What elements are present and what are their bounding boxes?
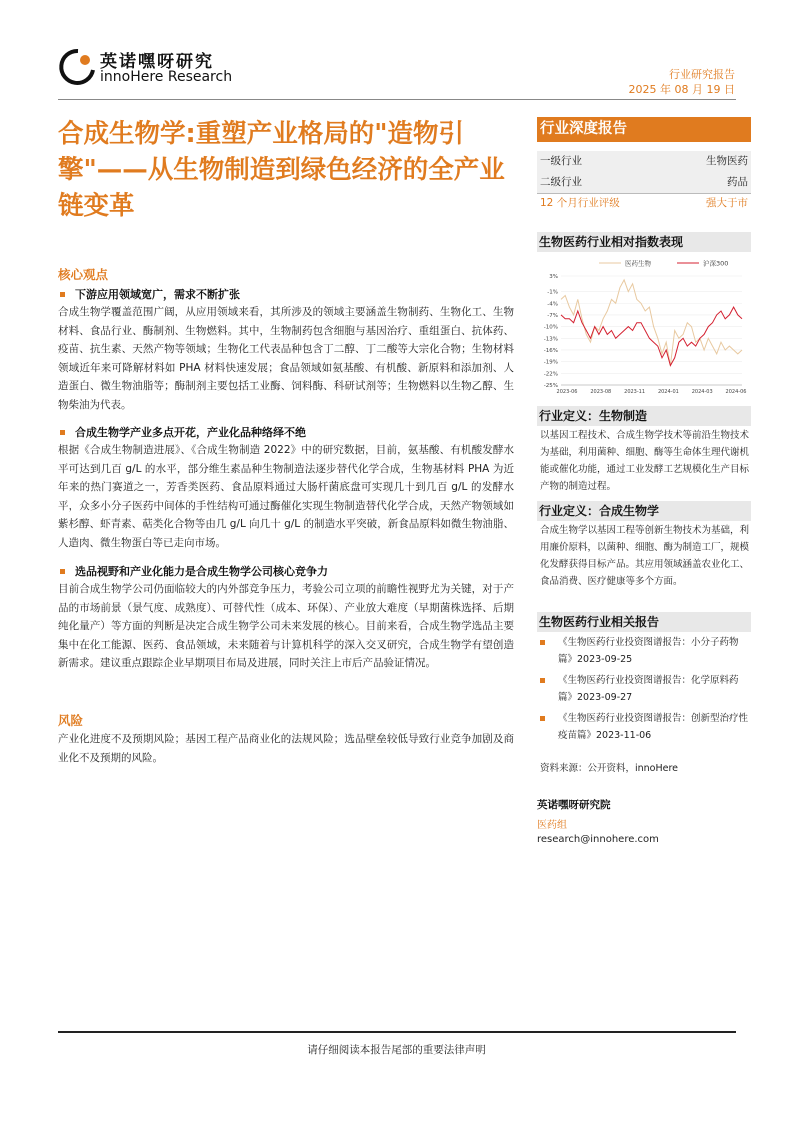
y-tick-label: 3% <box>549 274 558 280</box>
point-3-body: 目前合成生物学公司仍面临较大的内外部竞争压力，考验公司立项的前瞻性视野尤为关键，对于产品的市场前景（景气度、成熟度）、可替代性（成本、环保）、产业放大难度（早期菌株选择、后期纯化量产）等方面的判断是决定合成生物学公司未来发展的核心。目前来看，合成生物学选品主要集中在化工能源、医药、食品领域，未来随着与计算机科学的深入交叉研究，合成生物学有望创造新需求。建议重点跟踪企业早期项目布局及进展，同时关注上市后产品验证情况。 <box>58 583 514 669</box>
definition-synbio-body: 合成生物学以基因工程等创新生物技术为基础，利用廉价原料，以菌种、细胞、酶为制造工厂，规模化发酵获得目标产品。其应用领域涵盖农业化工、食品消费、医疗健康等多个方面。 <box>540 525 750 587</box>
footer-divider <box>58 1031 736 1033</box>
institute-name: 英诺嘿呀研究院 <box>537 799 611 811</box>
point-2-title: 合成生物学产业多点开花，产业化品种络绎不绝 <box>58 424 306 440</box>
legend-label: 医药生物 <box>625 259 651 268</box>
report-type: 行业研究报告 <box>669 68 735 81</box>
contact-email[interactable]: research@innohere.com <box>537 834 659 845</box>
definition-bio-manufacturing-heading: 行业定义：生物制造 <box>537 406 751 426</box>
point-1-body: 合成生物学覆盖范围广阔，从应用领域来看，其所涉及的领域主要涵盖生物制药、生物化工、生物材料、食品行业、酶制剂、生物燃料。其中，生物制药包含细胞与基因治疗、重组蛋白、抗体药、疫苗、抗生素、天然产物等领域；生物化工代表品种包含丁二醇、丁二酸等大宗化合物；生物材料领域近年来可降解材料如 PHA 材料快速发展；食品领域如氨基酸、有机酸、新原料和添加剂、人造蛋白、微生物油脂等；酶制剂主要包括工业酶、饲料酶、科研试剂等；生物燃料以生物乙醇、生物柴油为代表。 <box>58 306 514 411</box>
related-reports-heading: 生物医药行业相关报告 <box>537 612 751 632</box>
legend-label: 沪深300 <box>703 259 729 268</box>
bullet-square-icon <box>540 678 545 683</box>
x-tick-label: 2023-06 <box>556 389 578 395</box>
data-source: 资料来源：公开资料，innoHere <box>540 763 679 774</box>
bullet-square-icon <box>540 640 545 645</box>
header-divider <box>58 99 736 100</box>
report-date: 2025 年 08 月 19 日 <box>628 83 735 96</box>
definition-synbio-heading: 行业定义：合成生物学 <box>537 501 751 521</box>
bullet-square-icon <box>60 292 65 297</box>
x-tick-label: 2024-03 <box>691 389 713 395</box>
related-report-link[interactable]: 《生物医药行业投资图谱报告：小分子药物篇》2023-09-25 <box>540 634 748 668</box>
x-tick-label: 2024-01 <box>657 389 679 395</box>
y-tick-label: -10% <box>543 324 558 331</box>
y-tick-label: -1% <box>547 289 558 296</box>
related-report-link[interactable]: 《生物医药行业投资图谱报告：化学原料药篇》2023-09-27 <box>540 672 748 706</box>
x-tick-label: 2023-11 <box>624 389 646 395</box>
y-tick-label: -7% <box>547 312 558 319</box>
y-tick-label: -16% <box>543 347 558 354</box>
y-tick-label: -25% <box>543 383 558 389</box>
research-group: 医药组 <box>537 820 567 831</box>
point-2-body: 根据《合成生物制造进展》、《合成生物制造 2022》中的研究数据，目前，氨基酸、有机酸发酵水平可达到几百 g/L 的水平，部分维生素品种生物制造法逐步替代化学合成，生物基材料 PHA 为近年来的热门赛道之一，芳香类医药、食品原料通过大肠杆菌底盘可实现几十到几百 g/L 的发酵水平，众多小分子医药中间体的手性结构可通过酶催化实现生物制造替代化学合成，天然产物领域如紫杉醇、虾青素、萜类化合物等由几 g/L 向几十 g/L 的制造水平突破，新食品原料如微生物油脂、人造肉、微生物蛋白等已走向市场。 <box>58 444 514 549</box>
core-heading: 核心观点 <box>58 267 109 282</box>
legal-notice: 请仔细阅读本报告尾部的重要法律声明 <box>307 1044 486 1056</box>
y-tick-label: -22% <box>543 371 558 378</box>
definition-bio-manufacturing-body: 以基因工程技术、合成生物学技术等前沿生物技术为基础，利用菌种、细胞、酶等生命体生理代谢机能或催化功能，通过工业发酵工艺规模化生产目标产物的制造过程。 <box>540 430 750 492</box>
risk-heading: 风险 <box>58 713 84 728</box>
series-line <box>561 280 742 366</box>
logo-text-en: innoHere Research <box>100 69 233 85</box>
x-tick-label: 2024-06 <box>725 389 747 395</box>
index-performance-chart <box>537 254 751 400</box>
point-1-title: 下游应用领域宽广，需求不断扩张 <box>58 286 240 302</box>
logo-text-cn: 英诺嘿呀研究 <box>100 52 214 72</box>
logo <box>58 46 248 90</box>
report-title: 合成生物学:重塑产业格局的"造物引擎"——从生物制造到绿色经济的全产业链变革 <box>58 119 505 221</box>
related-report-link[interactable]: 《生物医药行业投资图谱报告：创新型治疗性疫苗篇》2023-11-06 <box>540 710 748 744</box>
industry-level-1-row: 一级行业 生物医药 <box>537 151 751 173</box>
bullet-square-icon <box>60 430 65 435</box>
industry-rating-row: 12 个月行业评级 强大于市 <box>540 197 748 209</box>
logo-mark-icon <box>58 48 96 86</box>
chart-heading: 生物医药行业相对指数表现 <box>537 232 751 252</box>
bullet-square-icon <box>60 569 65 574</box>
risk-body: 产业化进度不及预期风险；基因工程产品商业化的法规风险；选品壁垒较低导致行业竞争加剧及商业化不及预期的风险。 <box>58 733 514 764</box>
y-tick-label: -13% <box>543 336 558 343</box>
bullet-square-icon <box>540 716 545 721</box>
point-3-title: 选品视野和产业化能力是合成生物学公司核心竞争力 <box>58 563 328 579</box>
industry-level-2-row: 二级行业 药品 <box>537 172 751 194</box>
y-tick-label: -4% <box>547 301 558 308</box>
x-tick-label: 2023-08 <box>590 389 612 395</box>
y-tick-label: -19% <box>543 359 558 366</box>
report-category-badge: 行业深度报告 <box>537 117 751 142</box>
